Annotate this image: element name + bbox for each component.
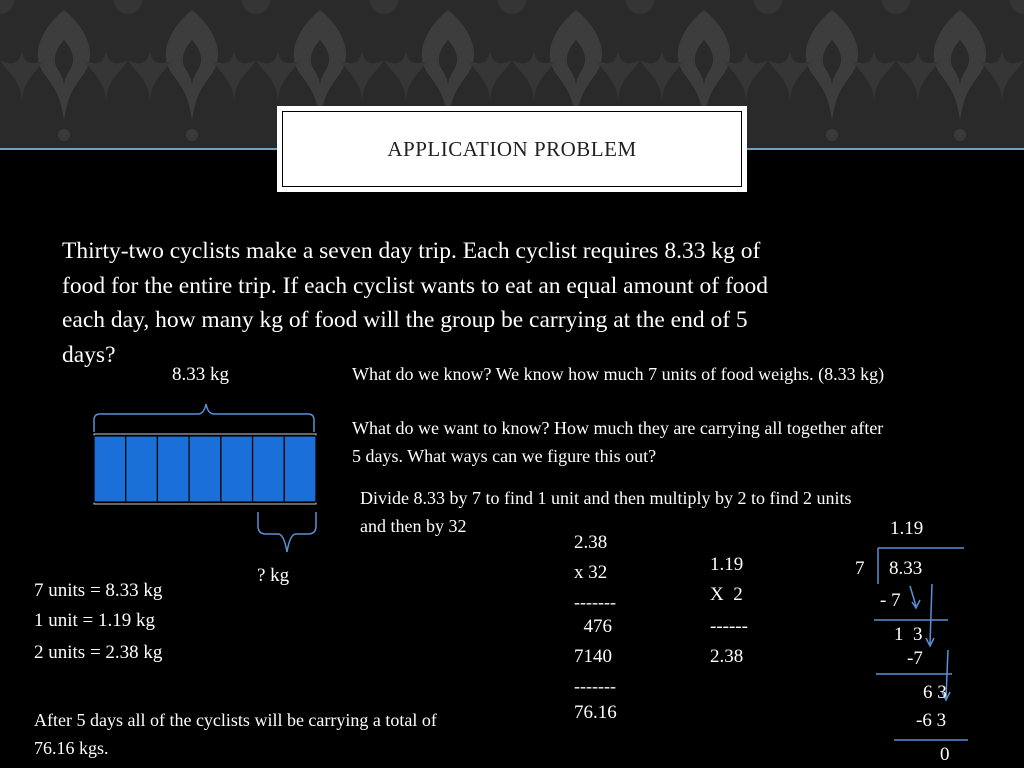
page-title: APPLICATION PROBLEM xyxy=(387,136,637,161)
tape-unit xyxy=(94,436,126,502)
fact-line: 2 units = 2.38 kg xyxy=(34,642,163,663)
tape-unit xyxy=(126,436,158,502)
tape-unit xyxy=(157,436,189,502)
mult2-line: X 2 xyxy=(710,584,743,605)
problem-line: days? xyxy=(62,341,116,368)
conclusion-line: After 5 days all of the cyclists will be carrying a total of xyxy=(34,710,437,730)
division-step: -6 3 xyxy=(916,710,947,731)
division-step: - 7 xyxy=(880,590,901,611)
division-quotient: 1.19 xyxy=(890,518,924,539)
tape-unit xyxy=(221,436,253,502)
tape-bottom-label: ? kg xyxy=(257,565,290,586)
tape-unit xyxy=(284,436,316,502)
mult1-line: ------- xyxy=(574,592,616,612)
fact-line: 1 unit = 1.19 kg xyxy=(34,610,156,631)
know-text: What do we know? We know how much 7 units of food weighs. (8.33 kg) xyxy=(352,364,885,384)
division-remainder: 1 3 xyxy=(894,624,923,645)
problem-line: food for the entire trip. If each cyclist wants to eat an equal amount of food xyxy=(62,272,769,299)
mult1-result: 76.16 xyxy=(574,702,617,723)
mult1-line: 476 xyxy=(574,616,612,637)
want-line: What do we want to know? How much they are carrying all together after xyxy=(352,418,884,438)
top-brace xyxy=(94,404,314,432)
mult2-line: ------ xyxy=(710,616,748,637)
division-step: -7 xyxy=(907,648,923,669)
tape-unit xyxy=(189,436,221,502)
tape-units xyxy=(94,436,316,502)
strategy-line: Divide 8.33 by 7 to find 1 unit and then multiply by 2 to find 2 units xyxy=(360,488,852,508)
conclusion-line: 76.16 kgs. xyxy=(34,738,109,758)
want-line: 5 days. What ways can we figure this out? xyxy=(352,446,657,466)
mult1-line: 2.38 xyxy=(574,532,608,553)
mult1-line: x 32 xyxy=(574,562,608,583)
fact-line: 7 units = 8.33 kg xyxy=(34,580,163,601)
problem-line: each day, how many kg of food will the group be carrying at the end of 5 xyxy=(62,307,748,333)
mult2-result: 2.38 xyxy=(710,646,744,667)
mult1-line: ------- xyxy=(574,676,616,696)
strategy-line: and then by 32 xyxy=(360,516,467,536)
bring-down-arrow-icon xyxy=(930,584,932,644)
problem-line: Thirty-two cyclists make a seven day trip. Each cyclist requires 8.33 kg of xyxy=(62,238,761,264)
tape-unit xyxy=(253,436,285,502)
division-dividend: 8.33 xyxy=(889,558,923,579)
division-final: 0 xyxy=(940,744,950,765)
division-remainder: 6 3 xyxy=(923,682,947,703)
division-divisor: 7 xyxy=(855,558,865,579)
tape-top-label: 8.33 kg xyxy=(172,364,229,385)
mult2-line: 1.19 xyxy=(710,554,744,575)
mult1-line: 7140 xyxy=(574,646,612,667)
bottom-brace xyxy=(258,512,316,552)
